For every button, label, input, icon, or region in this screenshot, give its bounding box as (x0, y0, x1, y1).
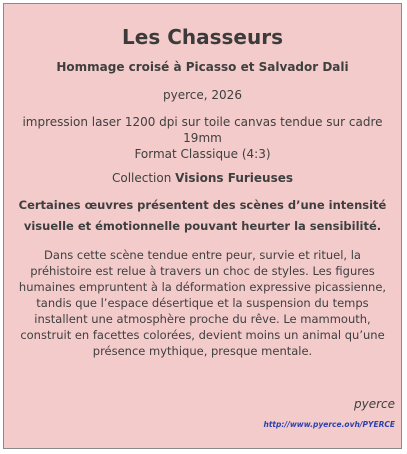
collection-line (14, 170, 391, 186)
print-specs (14, 114, 391, 162)
author-year: pyerce, 2026 (163, 88, 242, 102)
artwork-card (3, 3, 402, 449)
website-link[interactable]: http://www.pyerce.ovh/PYERCE (263, 420, 395, 429)
artwork-description: Dans cette scène tendue entre peur, survie et rituel, la préhistoire est relue à travers un choc de styles. Les figures humaines empruntent à la déformation expressive picassienne, tandis que l’espace désertique et la suspension du temps installent une atmosphère proche du rêve. Le mammouth, construit en facettes colorées, devient moins un animal qu’une présence mythique, presque mentale. (18, 248, 387, 358)
print-specs-line-1: impression laser 1200 dpi sur toile canvas tendue sur cadre 19mm (22, 115, 383, 145)
collection-prefix: Collection (111, 171, 172, 185)
artwork-subtitle: Hommage croisé à Picasso et Salvador Dali (56, 60, 349, 74)
artwork-title: Les Chasseurs (122, 25, 283, 49)
print-specs-line-2: Format Classique (4:3) (134, 147, 271, 161)
signature: pyerce (353, 397, 395, 411)
content-warning: Certaines œuvres présentent des scènes d’une intensité visuelle et émotionnelle pouvant heurter la sensibilité. (18, 198, 387, 233)
collection-name: Visions Furieuses (175, 171, 294, 185)
